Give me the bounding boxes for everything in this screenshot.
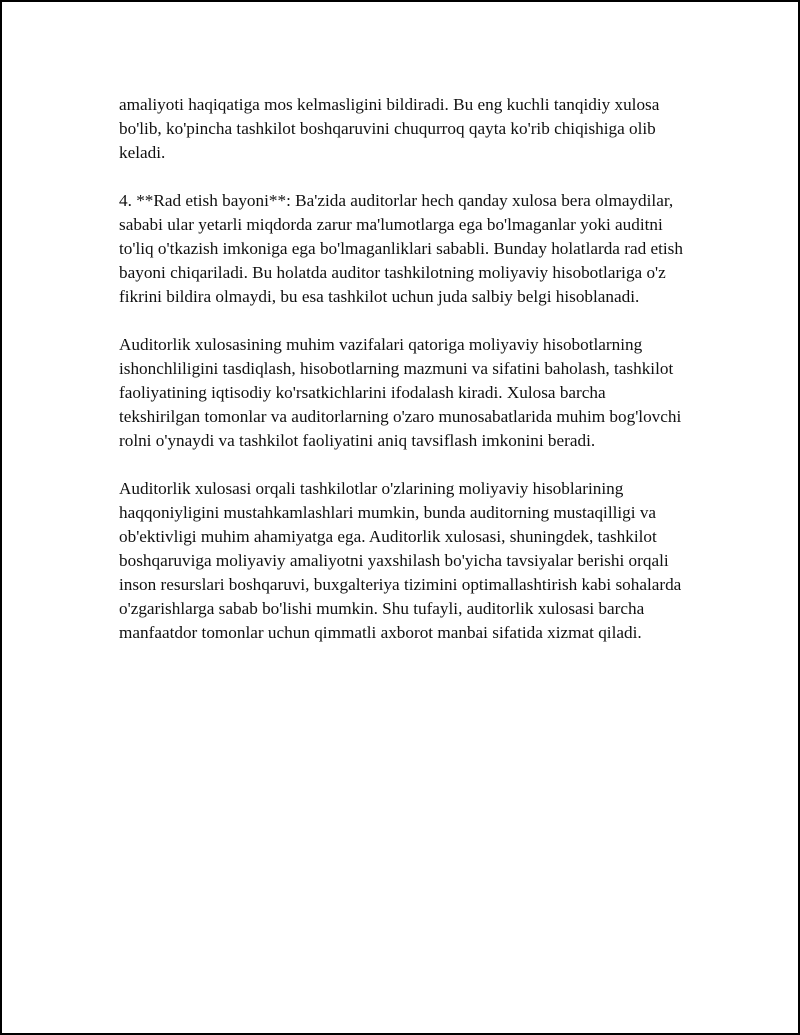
page-body: [119, 93, 689, 669]
paragraph-2: 4. **Rad etish bayoni**: Ba'zida auditorlar hech qanday xulosa bera olmaydilar, sababi ular yetarli miqdorda zarur ma'lumotlarga ega bo'lmaganlar yoki auditni to'liq o'tkazish imkoniga ega bo'lmaganliklari sababli. Bunday holatlarda rad etish bayoni chiqariladi. Bu holatda auditor tashkilotning moliyaviy hisobotlariga o'z fikrini bildira olmaydi, bu esa tashkilot uchun juda salbiy belgi hisoblanadi.: [119, 191, 683, 306]
paragraph-4: Auditorlik xulosasi orqali tashkilotlar o'zlarining moliyaviy hisoblarining haqqoniyligini mustahkamlashlari mumkin, bunda auditorning mustaqilligi va ob'ektivligi muhim ahamiyatga ega. Auditorlik xulosasi, shuningdek, tashkilot boshqaruviga moliyaviy amaliyotni yaxshilash bo'yicha tavsiyalar berishi orqali inson resurslari boshqaruvi, buxgalteriya tizimini optimallashtirish kabi sohalarda o'zgarishlarga sabab bo'lishi mumkin. Shu tufayli, auditorlik xulosasi barcha manfaatdor tomonlar uchun qimmatli axborot manbai sifatida xizmat qiladi.: [119, 479, 682, 642]
paragraph-3: Auditorlik xulosasining muhim vazifalari qatoriga moliyaviy hisobotlarning ishonchliligini tasdiqlash, hisobotlarning mazmuni va sifatini baholash, tashkilot faoliyatining iqtisodiy ko'rsatkichlarini ifodalash kiradi. Xulosa barcha tekshirilgan tomonlar va auditorlarning o'zaro munosabatlarida muhim bog'lovchi rolni o'ynaydi va tashkilot faoliyatini aniq tavsiflash imkonini beradi.: [119, 335, 682, 450]
paragraph-1: amaliyoti haqiqatiga mos kelmasligini bildiradi. Bu eng kuchli tanqidiy xulosa bo'lib, ko'pincha tashkilot boshqaruvini chuqurroq qayta ko'rib chiqishiga olib keladi.: [119, 95, 660, 162]
